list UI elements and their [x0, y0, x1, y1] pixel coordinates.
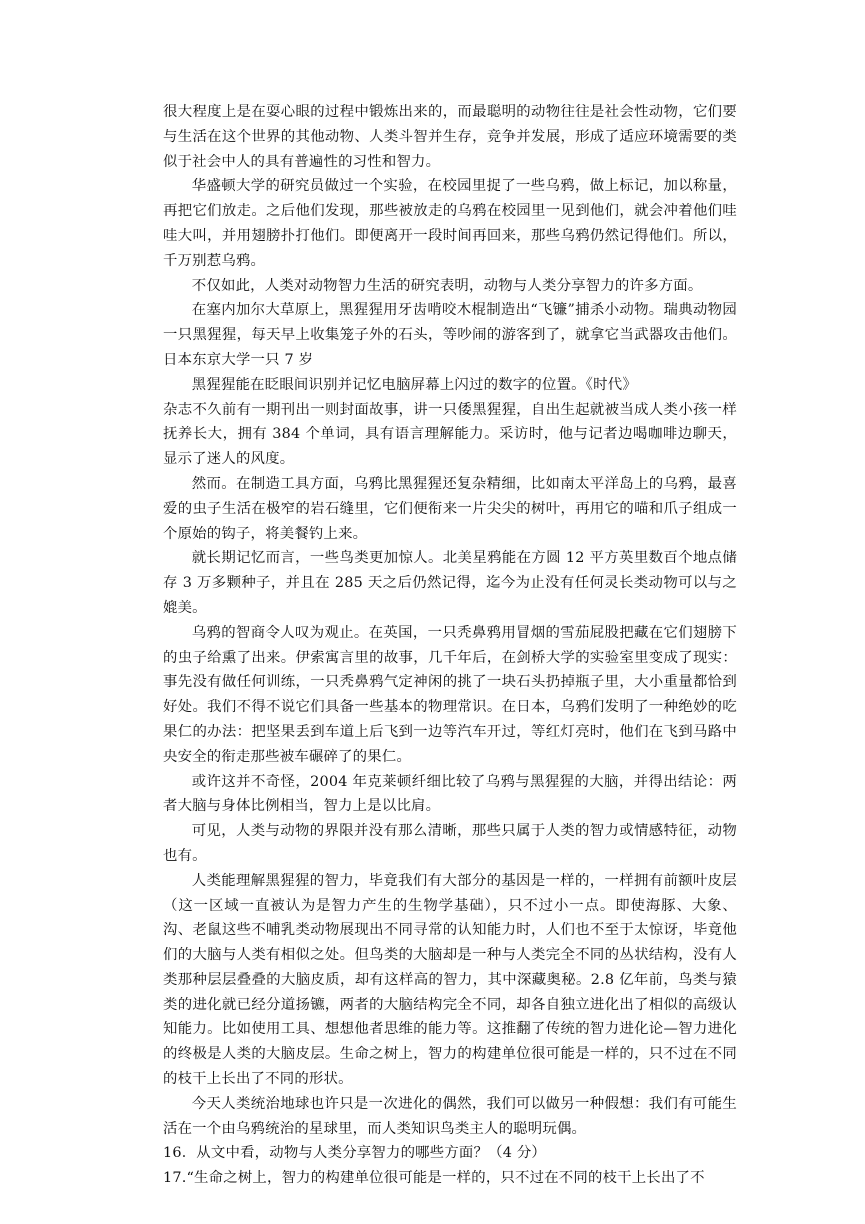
question-17: 17.“生命之树上，智力的构建单位很可能是一样的，只不过在不同的枝干上长出了不 — [163, 1170, 705, 1187]
paragraph-1: 很大程度上是在耍心眼的过程中锻炼出来的，而最聪明的动物往往是社会性动物，它们要与生活在这个世界的其他动物、人类斗智并生存，竞争并发展，形成了适应环境需要的类似于社会中人的具有普遍性的习性和智力。 — [163, 104, 737, 170]
paragraph-4: 在塞内加尔大草原上，黑猩猩用牙齿啃咬木棍制造出“飞镰”捕杀小动物。瑞典动物园一只黑猩猩，每天早上收集笼子外的石头，等吵闹的游客到了，就拿它当武器攻击他们。日本东京大学一只 7 岁 — [163, 302, 737, 368]
paragraph-12: 人类能理解黑猩猩的智力，毕竟我们有大部分的基因是一样的，一样拥有前额叶皮层（这一区域一直被认为是智力产生的生物学基础），只不过小一点。即使海豚、大象、沟、老鼠这些不哺乳类动物展现出不同寻常的认知能力时，人们也不至于太惊讶，毕竟他们的大脑与人类有相似之处。但鸟类的大脑却是一种与人类完全不同的丛状结构，没有人类那种层层叠叠的大脑皮质，却有这样高的智力，其中深藏奥秘。2.8 亿年前，鸟类与猿类的进化就已经分道扬镳，两者的大脑结构完全不同，却各自独立进化出了相似的高级认知能力。比如使用工具、想想他者思维的能力等。这推翻了传统的智力进化论—智力进化的终极是人类的大脑皮层。生命之树上，智力的构建单位很可能是一样的，只不过在不同的枝干上长出了不同的形状。 — [163, 872, 737, 1088]
paragraph-13: 今天人类统治地球也许只是一次进化的偶然，我们可以做另一种假想：我们有可能生活在一个由乌鸦统治的星球里，而人类知识鸟类主人的聪明玩偶。 — [163, 1095, 737, 1137]
paragraph-9: 乌鸦的智商令人叹为观止。在英国，一只秃鼻鸦用冒烟的雪茄屁股把藏在它们翅膀下的虫子给熏了出来。伊索寓言里的故事，几千年后，在剑桥大学的实验室里变成了现实：事先没有做任何训练，一只秃鼻鸦气定神闲的挑了一块石头扔掉瓶子里，大小重量都恰到好处。我们不得不说它们具备一些基本的物理常识。在日本，乌鸦们发明了一种绝妙的吃果仁的办法：把坚果丢到车道上后飞到一边等汽车开过，等红灯亮时，他们在飞到马路中央安全的衔走那些被车碾碎了的果仁。 — [163, 624, 737, 765]
paragraph-2: 华盛顿大学的研究员做过一个实验，在校园里捉了一些乌鸦，做上标记，加以称量，再把它们放走。之后他们发现，那些被放走的乌鸦在校园里一见到他们，就会冲着他们哇哇大叫，并用翅膀扑打他们。即便离开一段时间再回来，那些乌鸦仍然记得他们。所以，千万别惹乌鸦。 — [163, 178, 737, 269]
document-page — [163, 100, 737, 1191]
question-16: 16．从文中看，动物与人类分享智力的哪些方面？（4 分） — [163, 1145, 547, 1162]
paragraph-10: 或许这并不奇怪，2004 年克莱顿纤细比较了乌鸦与黑猩猩的大脑，并得出结论：两者大脑与身体比例相当，智力上是以比肩。 — [163, 773, 737, 815]
paragraph-5: 黑猩猩能在眨眼间识别并记忆电脑屏幕上闪过的数字的位置。《时代》 — [191, 376, 637, 393]
paragraph-11: 可见，人类与动物的界限并没有那么清晰，那些只属于人类的智力或情感特征，动物也有。 — [163, 823, 737, 864]
paragraph-7: 然而。在制造工具方面，乌鸦比黑猩猩还复杂精细，比如南太平洋岛上的乌鸦，最喜爱的虫子生活在极窄的岩石缝里，它们便衔来一片尖尖的树叶，再用它的喵和爪子组成一个原始的钩子，将美餐钓上来。 — [163, 475, 737, 542]
paragraph-8: 就长期记忆而言，一些鸟类更加惊人。北美星鸦能在方圆 12 平方英里数百个地点储存 3 万多颗种子，并且在 285 天之后仍然记得，迄今为止没有任何灵长类动物可以与之媲美。 — [163, 550, 737, 616]
paragraph-6: 杂志不久前有一期刊出一则封面故事，讲一只倭黑猩猩，自出生起就被当成人类小孩一样抚养长大，拥有 384 个单词，具有语言理解能力。采访时，他与记者边喝咖啡边聊天，显示了迷人的风度。 — [163, 401, 737, 468]
paragraph-3: 不仅如此，人类对动物智力生活的研究表明，动物与人类分享智力的许多方面。 — [191, 277, 703, 294]
